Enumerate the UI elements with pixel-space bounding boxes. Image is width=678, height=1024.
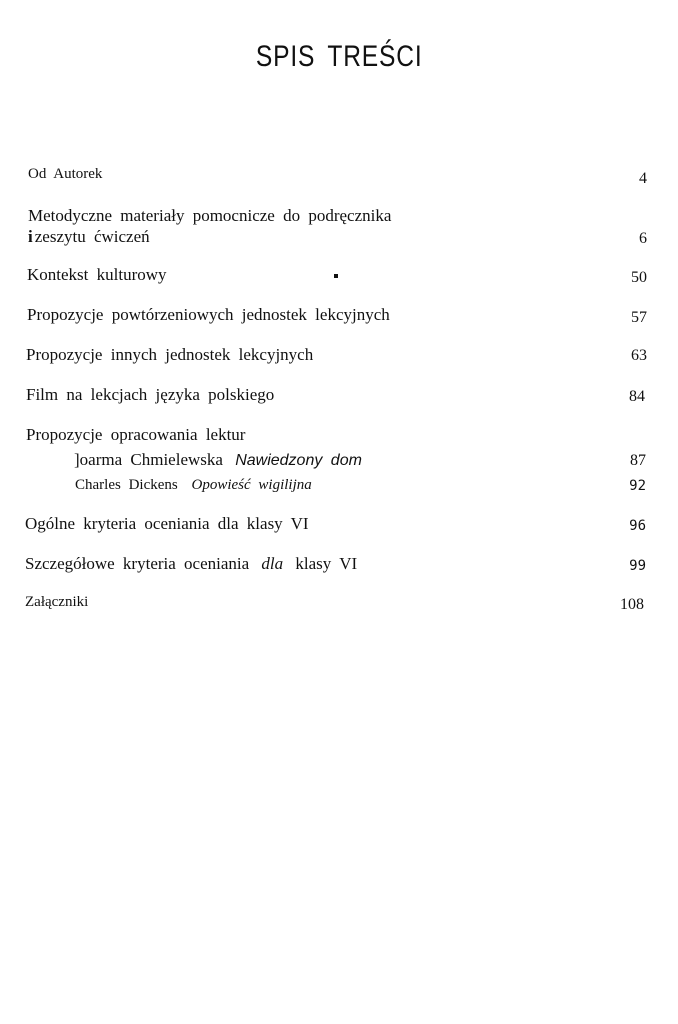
toc-page-metodyczne: 6 <box>639 230 647 247</box>
toc-entry-inne: Propozycje innych jednostek lekcyjnych <box>26 345 314 364</box>
toc-page-szczegolowe: 99 <box>629 558 646 574</box>
toc-entry-szczegolowe-before: Szczegółowe kryteria oceniania <box>25 554 250 573</box>
toc-subentry-dickens-work: Opowieść wigilijna <box>191 477 312 493</box>
toc-subentry-dickens <box>75 477 312 494</box>
toc-subentry-dickens-author: Charles Dickens <box>75 477 178 493</box>
toc-entry-kontekst: Kontekst kulturowy <box>27 265 167 284</box>
toc-entry-szczegolowe-after: klasy VI <box>295 554 358 573</box>
toc-subentry-chmielewska-author: ]oarma Chmielewska <box>74 450 223 469</box>
toc-entry-ogolne: Ogólne kryteria oceniania dla klasy VI <box>25 514 309 533</box>
toc-page-ogolne: 96 <box>629 518 646 534</box>
toc-page-zalaczniki: 108 <box>620 596 644 613</box>
toc-page-inne: 63 <box>631 347 647 364</box>
toc-entry-film: Film na lekcjach języka polskiego <box>26 385 275 404</box>
toc-entry-szczegolowe-italic: dla <box>261 554 284 573</box>
toc-entry-lektury: Propozycje opracowania lektur <box>26 425 246 444</box>
toc-subentry-chmielewska <box>74 450 362 470</box>
toc-entry-metodyczne-rest: zeszytu ćwiczeń <box>34 227 150 246</box>
toc-page-od-autorek: 4 <box>639 170 647 187</box>
toc-page-film: 84 <box>629 388 645 405</box>
page-title: SPIS TREŚCI <box>255 40 423 73</box>
toc-entry-od-autorek: Od Autorek <box>28 166 103 182</box>
toc-entry-szczegolowe <box>25 554 357 574</box>
toc-entry-powtorzeniowe: Propozycje powtórzeniowych jednostek lekcyjnych <box>27 305 390 324</box>
toc-page-powtorzeniowe: 57 <box>631 309 647 326</box>
toc-entry-metodyczne-line1: Metodyczne materiały pomocnicze do podręcznika <box>28 206 392 225</box>
toc-page-chmielewska: 87 <box>630 452 646 469</box>
toc-entry-metodyczne-lead: i <box>28 227 33 246</box>
toc-entry-zalaczniki: Załączniki <box>25 594 89 610</box>
toc-subentry-chmielewska-work: Nawiedzony dom <box>235 452 362 469</box>
toc-page-kontekst: 50 <box>631 269 647 286</box>
toc-page-dickens: 92 <box>629 478 646 494</box>
stray-dot <box>334 274 338 278</box>
toc-entry-metodyczne-line2 <box>28 227 150 247</box>
